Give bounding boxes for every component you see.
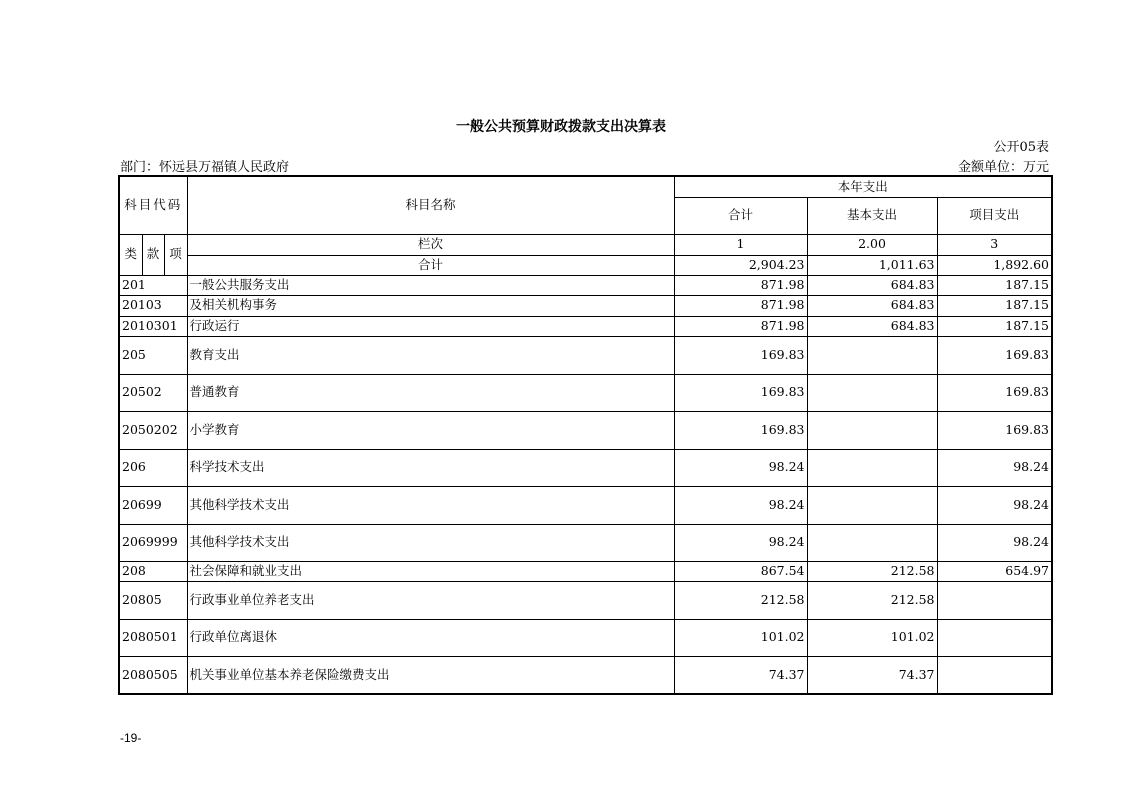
project-amount: 654.97 (937, 561, 1052, 581)
table-row (119, 449, 1052, 486)
subject-name: 机关事业单位基本养老保险缴费支出 (187, 656, 674, 694)
project-amount: 187.15 (937, 316, 1052, 336)
basic-amount (807, 449, 937, 486)
project-amount: 98.24 (937, 524, 1052, 561)
sum-total: 2,904.23 (674, 255, 807, 275)
table-row (119, 581, 1052, 619)
subject-name: 教育支出 (187, 336, 674, 374)
column-number-1: 1 (674, 234, 807, 255)
table-row (119, 656, 1052, 694)
basic-amount: 684.83 (807, 275, 937, 295)
basic-amount (807, 486, 937, 524)
table-row (119, 411, 1052, 449)
total-amount: 169.83 (674, 411, 807, 449)
total-amount: 98.24 (674, 486, 807, 524)
subject-name: 行政单位离退休 (187, 619, 674, 656)
sum-project: 1,892.60 (937, 255, 1052, 275)
subject-code: 20103 (119, 295, 187, 316)
subject-code: 20699 (119, 486, 187, 524)
subject-code: 2010301 (119, 316, 187, 336)
project-amount (937, 619, 1052, 656)
total-amount: 871.98 (674, 295, 807, 316)
report-title: 一般公共预算财政拨款支出决算表 (456, 119, 666, 135)
subject-code: 205 (119, 336, 187, 374)
code-group-header: 科目代码 (119, 176, 187, 234)
basic-amount (807, 374, 937, 411)
total-header: 合计 (674, 197, 807, 234)
subject-name: 一般公共服务支出 (187, 275, 674, 295)
project-amount: 187.15 (937, 295, 1052, 316)
subject-name: 小学教育 (187, 411, 674, 449)
kuan-header: 款 (142, 234, 164, 275)
basic-amount: 74.37 (807, 656, 937, 694)
basic-expense-header: 基本支出 (807, 197, 937, 234)
total-amount: 212.58 (674, 581, 807, 619)
lei-header: 类 (119, 234, 142, 275)
column-number-row (119, 234, 1052, 255)
subject-code: 201 (119, 275, 187, 295)
basic-amount: 101.02 (807, 619, 937, 656)
subject-code: 2050202 (119, 411, 187, 449)
amount-unit-label: 金额单位：万元 (957, 160, 1049, 175)
project-amount: 169.83 (937, 336, 1052, 374)
basic-amount: 684.83 (807, 316, 937, 336)
basic-amount (807, 524, 937, 561)
total-amount: 169.83 (674, 374, 807, 411)
xiang-header: 项 (164, 234, 187, 275)
total-amount: 98.24 (674, 449, 807, 486)
project-amount (937, 581, 1052, 619)
sum-row (119, 255, 1052, 275)
basic-amount (807, 336, 937, 374)
year-expense-header: 本年支出 (674, 176, 1052, 197)
subject-code: 2080505 (119, 656, 187, 694)
column-number-3: 3 (937, 234, 1052, 255)
subject-name: 及相关机构事务 (187, 295, 674, 316)
subject-name: 社会保障和就业支出 (187, 561, 674, 581)
page-number: -19- (120, 731, 142, 745)
basic-amount: 212.58 (807, 581, 937, 619)
sum-basic: 1,011.63 (807, 255, 937, 275)
column-number-2: 2.00 (807, 234, 937, 255)
project-amount: 169.83 (937, 411, 1052, 449)
subject-code: 208 (119, 561, 187, 581)
project-amount: 169.83 (937, 374, 1052, 411)
subject-code: 20502 (119, 374, 187, 411)
subject-name-header: 科目名称 (187, 176, 674, 234)
subject-name: 普通教育 (187, 374, 674, 411)
subject-name: 行政事业单位养老支出 (187, 581, 674, 619)
department-label: 部门：怀远县万福镇人民政府 (120, 160, 290, 175)
table-row (119, 336, 1052, 374)
header-row-1 (119, 176, 1052, 197)
table-row (119, 561, 1052, 581)
project-amount (937, 656, 1052, 694)
project-expense-header: 项目支出 (937, 197, 1052, 234)
total-amount: 101.02 (674, 619, 807, 656)
expenditure-table (118, 175, 1053, 695)
total-amount: 98.24 (674, 524, 807, 561)
sum-label: 合计 (187, 255, 674, 275)
subject-code: 2069999 (119, 524, 187, 561)
table-row (119, 619, 1052, 656)
subject-code: 206 (119, 449, 187, 486)
subject-code: 20805 (119, 581, 187, 619)
total-amount: 871.98 (674, 275, 807, 295)
table-row (119, 295, 1052, 316)
basic-amount: 684.83 (807, 295, 937, 316)
project-amount: 98.24 (937, 449, 1052, 486)
table-row (119, 275, 1052, 295)
form-number: 公开05表 (993, 140, 1049, 155)
total-amount: 169.83 (674, 336, 807, 374)
subject-name: 行政运行 (187, 316, 674, 336)
table-row (119, 316, 1052, 336)
column-label: 栏次 (187, 234, 674, 255)
project-amount: 187.15 (937, 275, 1052, 295)
table-row (119, 486, 1052, 524)
basic-amount: 212.58 (807, 561, 937, 581)
subject-code: 2080501 (119, 619, 187, 656)
basic-amount (807, 411, 937, 449)
table-row (119, 374, 1052, 411)
project-amount: 98.24 (937, 486, 1052, 524)
subject-name: 其他科学技术支出 (187, 486, 674, 524)
total-amount: 867.54 (674, 561, 807, 581)
subject-name: 科学技术支出 (187, 449, 674, 486)
subject-name: 其他科学技术支出 (187, 524, 674, 561)
table-row (119, 524, 1052, 561)
total-amount: 871.98 (674, 316, 807, 336)
total-amount: 74.37 (674, 656, 807, 694)
